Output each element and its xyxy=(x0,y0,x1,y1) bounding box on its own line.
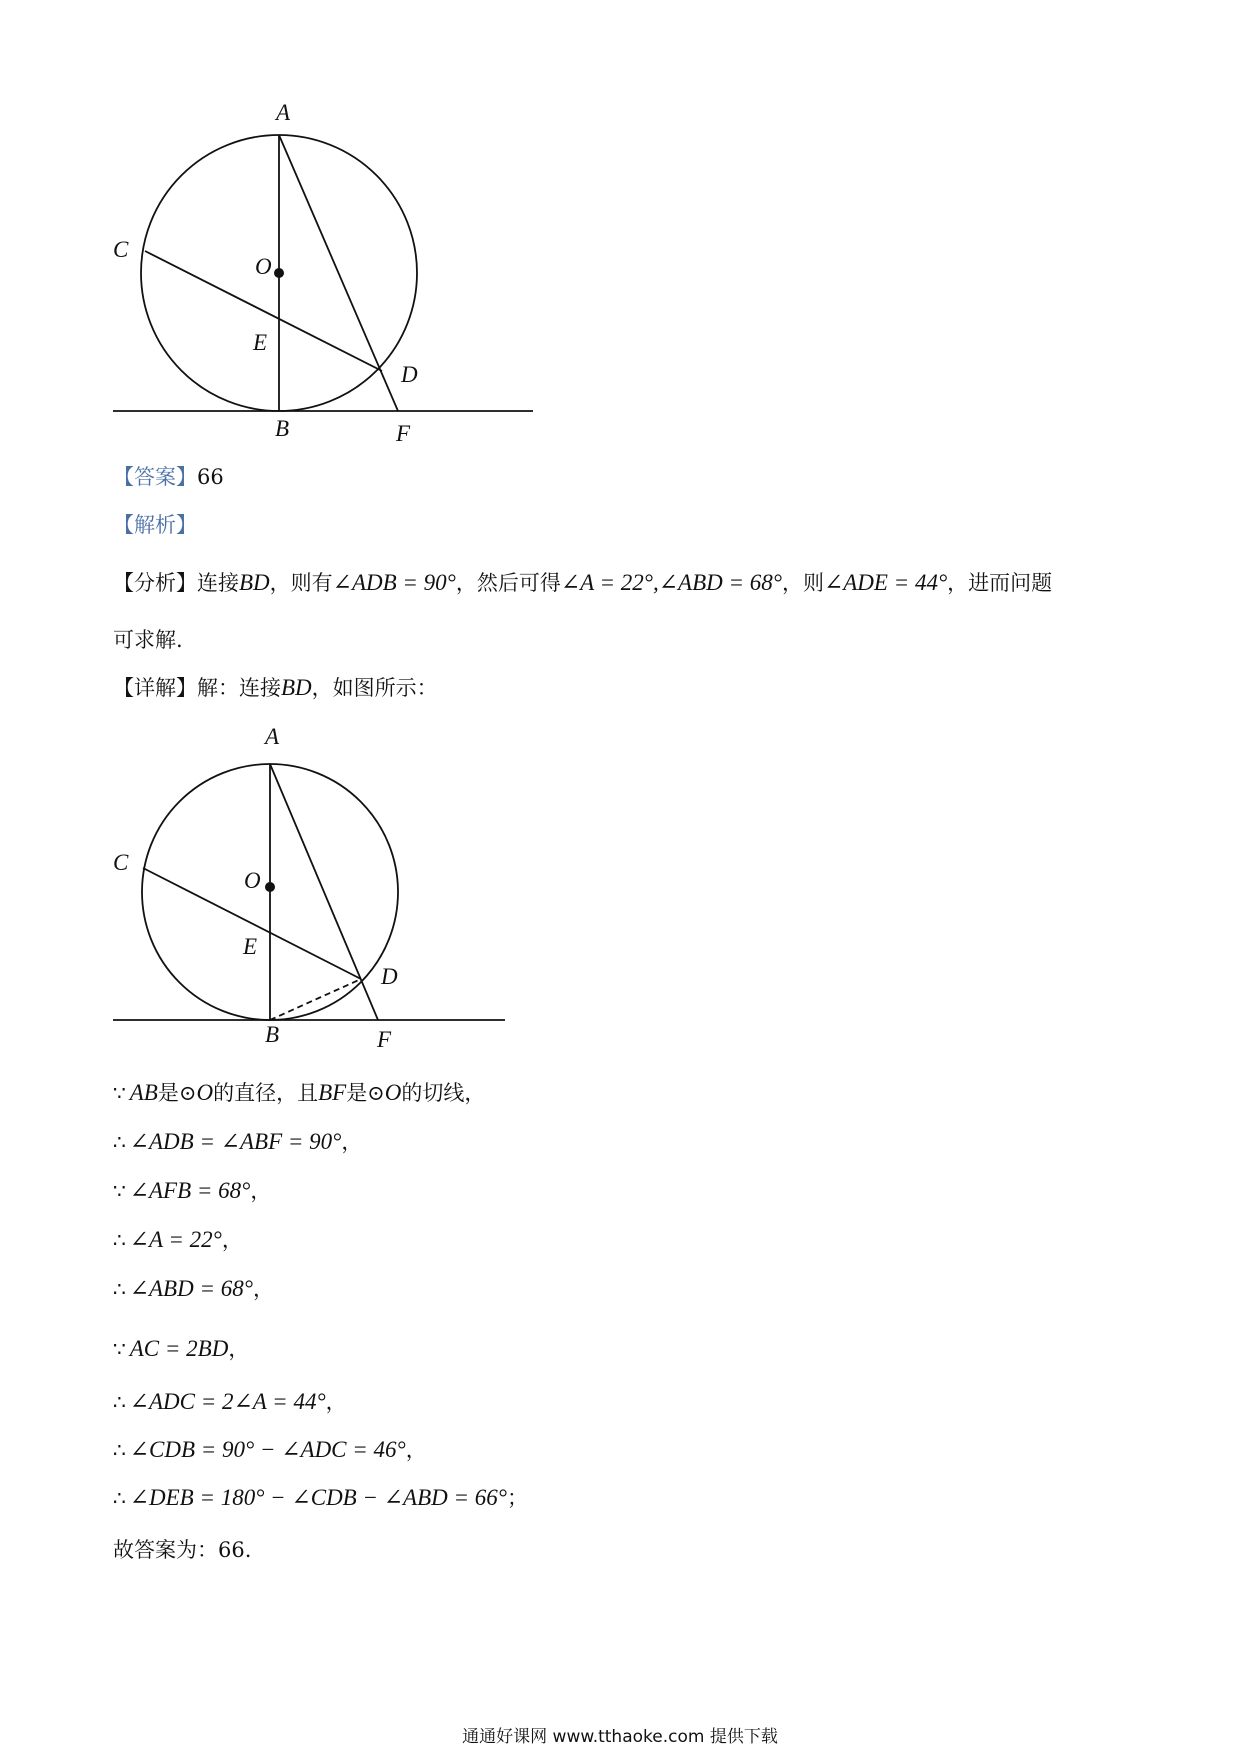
analysis-tag: 【解析】 xyxy=(113,513,197,537)
dashed-bd xyxy=(270,979,361,1020)
step-1-math-4: O xyxy=(384,1080,402,1105)
fenxi-continuation xyxy=(113,626,183,654)
step-6-math: AC = 2BD xyxy=(129,1336,229,1361)
fenxi-tag: 【分析】 xyxy=(113,571,197,595)
step-3 xyxy=(113,1177,271,1205)
step-7 xyxy=(113,1388,347,1416)
step-5 xyxy=(113,1275,274,1303)
step-7-math: ∠ADC = 2∠A = 44° xyxy=(129,1389,326,1414)
label-b: B xyxy=(275,416,290,441)
step-4-math: ∠A = 22° xyxy=(129,1227,222,1252)
step-2-text: ， xyxy=(341,1130,363,1154)
because-symbol: ∵ xyxy=(113,1179,126,1203)
step-1 xyxy=(113,1079,485,1107)
label-e-2: E xyxy=(243,934,258,959)
xiangjie-tag: 【详解】 xyxy=(113,676,197,700)
step-9-text: ； xyxy=(506,1486,528,1510)
therefore-symbol: ∴ xyxy=(113,1228,126,1252)
conclusion xyxy=(113,1536,251,1564)
label-o-2: O xyxy=(244,868,261,893)
fenxi-text-5: ，进而问题 xyxy=(947,571,1053,595)
label-f-2: F xyxy=(377,1027,392,1052)
label-c-2: C xyxy=(113,850,129,875)
fenxi-text-1: 连接 xyxy=(197,571,239,595)
step-1-math-1: AB xyxy=(129,1080,158,1105)
step-1-math-2: O xyxy=(196,1080,214,1105)
center-dot xyxy=(274,268,284,278)
label-d: D xyxy=(401,362,418,387)
therefore-symbol: ∴ xyxy=(113,1486,126,1510)
step-6 xyxy=(113,1335,249,1363)
xiangjie-math-1: BD xyxy=(281,675,312,700)
center-dot-2 xyxy=(265,882,275,892)
label-b-2: B xyxy=(265,1022,280,1047)
because-symbol: ∵ xyxy=(113,1337,126,1361)
step-7-text: ， xyxy=(325,1390,347,1414)
answer-tag: 【答案】 xyxy=(113,465,197,489)
xiangjie-line xyxy=(113,674,438,702)
geometry-figure-2 xyxy=(0,720,560,1060)
label-a: A xyxy=(276,100,291,125)
step-4-text: ， xyxy=(221,1228,243,1252)
fenxi-math-1: BD xyxy=(239,570,270,595)
therefore-symbol: ∴ xyxy=(113,1438,126,1462)
step-1-math-3: BF xyxy=(318,1080,347,1105)
geometry-figure-1 xyxy=(0,0,560,450)
step-6-text: ， xyxy=(228,1337,250,1361)
fenxi-math-3: ∠A = 22°,∠ABD = 68° xyxy=(560,570,782,595)
label-d-2: D xyxy=(381,964,398,989)
fenxi-math-4: ∠ADE = 44° xyxy=(823,570,948,595)
step-1-text-3: 是⊙ xyxy=(346,1081,385,1105)
label-o: O xyxy=(255,254,272,279)
step-4 xyxy=(113,1226,243,1254)
therefore-symbol: ∴ xyxy=(113,1277,126,1301)
step-8-text: ， xyxy=(405,1438,427,1462)
therefore-symbol: ∴ xyxy=(113,1130,126,1154)
label-e: E xyxy=(253,330,268,355)
step-9-math: ∠DEB = 180° − ∠CDB − ∠ABD = 66° xyxy=(129,1485,507,1510)
fenxi-text-4: ，则 xyxy=(781,571,824,595)
step-1-text-4: 的切线， xyxy=(401,1081,486,1105)
step-2 xyxy=(113,1128,362,1156)
answer-line xyxy=(113,463,224,491)
step-5-math: ∠ABD = 68° xyxy=(129,1276,253,1301)
therefore-symbol: ∴ xyxy=(113,1390,126,1414)
fenxi-line xyxy=(113,569,1052,597)
footer-text: 通通好课网 www.tthaoke.com 提供下载 xyxy=(462,1727,778,1747)
answer-value: 66 xyxy=(197,465,224,489)
conclusion-text: 故答案为：66. xyxy=(113,1538,252,1562)
step-9 xyxy=(113,1484,528,1512)
label-c: C xyxy=(113,237,129,262)
fenxi-text-2: ，则有 xyxy=(269,571,333,595)
xiangjie-text-2: ，如图所示： xyxy=(311,676,438,700)
step-1-text-2: 的直径，且 xyxy=(213,1081,319,1105)
step-5-text: ， xyxy=(252,1277,274,1301)
analysis-header xyxy=(113,511,197,539)
page-footer xyxy=(0,1722,1240,1747)
label-f: F xyxy=(396,421,411,446)
label-a-2: A xyxy=(265,724,280,749)
step-2-math: ∠ADB = ∠ABF = 90° xyxy=(129,1129,342,1154)
fenxi-math-2: ∠ADB = 90° xyxy=(332,570,456,595)
step-1-text-1: 是⊙ xyxy=(157,1081,197,1105)
step-8-math: ∠CDB = 90° − ∠ADC = 46° xyxy=(129,1437,406,1462)
step-3-text: ， xyxy=(250,1179,272,1203)
step-8 xyxy=(113,1436,427,1464)
fenxi-cont-text: 可求解. xyxy=(113,628,183,652)
step-3-math: ∠AFB = 68° xyxy=(129,1178,251,1203)
fenxi-text-3: ，然后可得 xyxy=(455,571,561,595)
because-symbol: ∵ xyxy=(113,1081,126,1105)
xiangjie-text-1: 解：连接 xyxy=(197,676,281,700)
